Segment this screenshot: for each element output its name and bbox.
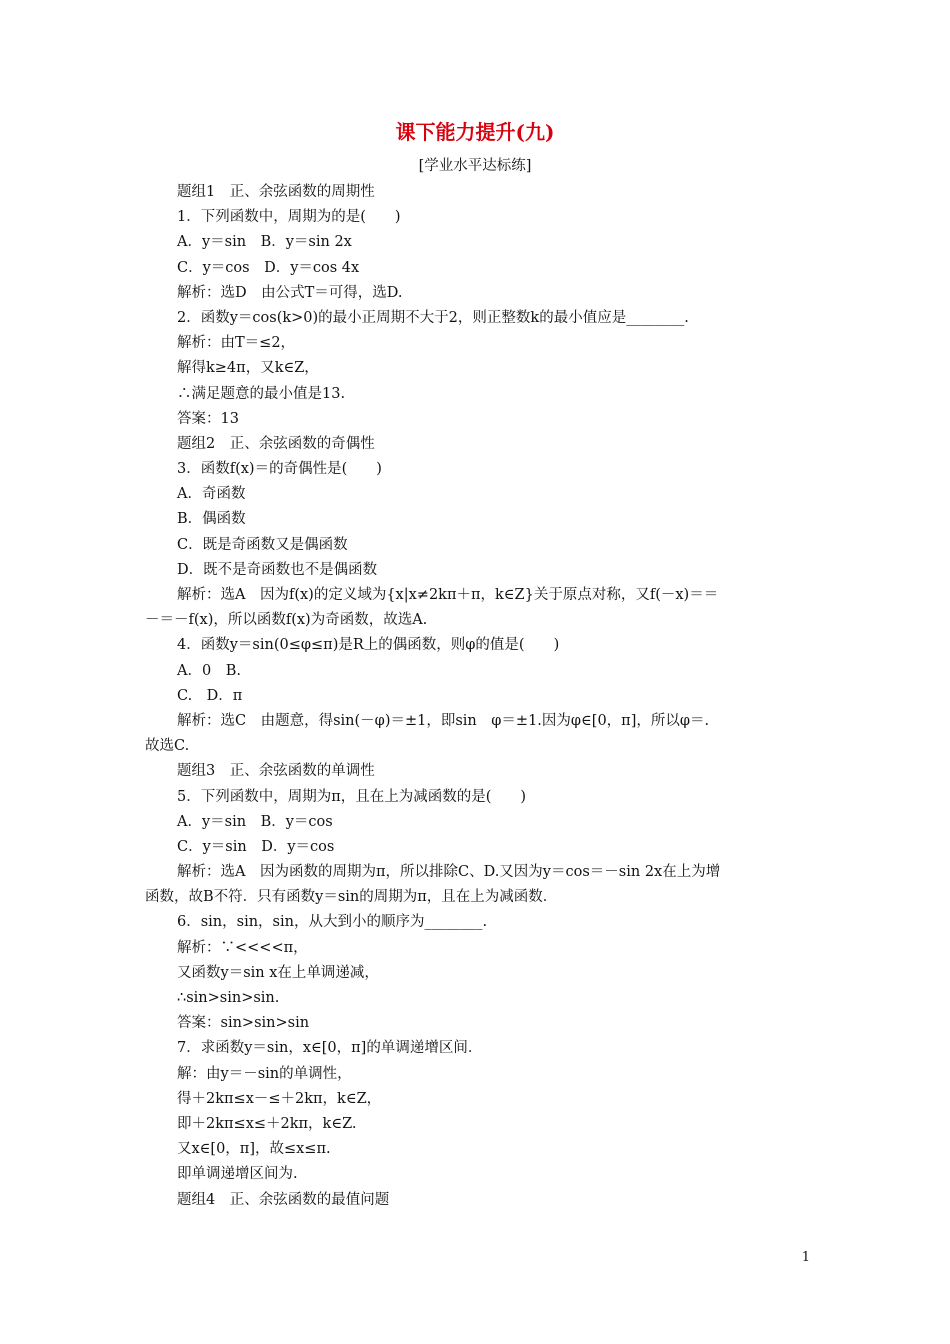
text-line: 解析：∵<<<<π， xyxy=(177,939,308,956)
section-subtitle: [学业水平达标练] xyxy=(418,158,532,174)
text-line: 解析：选A 因为函数的周期为π，所以排除C、D.又因为y＝cos＝－sin 2x在上为增 xyxy=(177,864,721,881)
text-line: 5．下列函数中，周期为π，且在上为减函数的是( ) xyxy=(177,788,527,805)
page-number: 1 xyxy=(801,1250,810,1265)
text-line: 得＋2kπ≤x－≤＋2kπ，k∈Z， xyxy=(177,1090,382,1107)
text-line: 4．函数y＝sin(0≤φ≤π)是R上的偶函数，则φ的值是( ) xyxy=(177,637,560,654)
text-line: 即单调递增区间为. xyxy=(177,1166,298,1183)
text-line: 解析：选A 因为f(x)的定义域为{x|x≠2kπ＋π，k∈Z}关于原点对称，又f(－x)＝＝ xyxy=(177,587,719,603)
text-line: C. D．π xyxy=(177,687,243,704)
text-line: C．既是奇函数又是偶函数 xyxy=(177,536,348,553)
text-line: A．奇函数 xyxy=(177,486,246,503)
text-line: 答案：sin>sin>sin xyxy=(177,1015,310,1032)
text-line: 题组3 正、余弦函数的单调性 xyxy=(177,763,375,780)
text-line: C．y＝cos D．y＝cos 4x xyxy=(177,259,360,276)
text-line: ∴满足题意的最小值是13. xyxy=(177,385,346,402)
text-line: 1．下列函数中，周期为的是( ) xyxy=(177,209,401,226)
text-line: 解得k≥4π，又k∈Z， xyxy=(177,360,319,377)
text-line: 3．函数f(x)＝的奇偶性是( ) xyxy=(177,461,382,478)
text-line: 解析：选C 由题意，得sin(－φ)＝±1，即sin φ＝±1.因为φ∈[0，π]，所以φ＝. xyxy=(177,712,710,729)
text-line: 2．函数y＝cos(k>0)的最小正周期不大于2，则正整数k的最小值应是________. xyxy=(177,309,689,326)
text-line: 函数，故B不符．只有函数y＝sin的周期为π，且在上为减函数． xyxy=(145,889,558,906)
text-line: 6．sin，sin，sin，从大到小的顺序为________. xyxy=(177,914,488,931)
text-line: ∴sin>sin>sin. xyxy=(177,990,280,1006)
text-line: C．y＝sin D．y＝cos xyxy=(177,838,335,855)
text-line: 解：由y＝－sin的单调性， xyxy=(177,1065,352,1082)
text-line: 题组2 正、余弦函数的奇偶性 xyxy=(177,435,375,452)
text-line: 题组1 正、余弦函数的周期性 xyxy=(177,184,375,200)
text-line: A．y＝sin B．y＝cos xyxy=(177,813,333,830)
text-line: 7．求函数y＝sin，x∈[0，π]的单调递增区间． xyxy=(177,1040,483,1057)
text-line: B．偶函数 xyxy=(177,511,246,528)
text-line: 即＋2kπ≤x≤＋2kπ，k∈Z. xyxy=(177,1115,357,1132)
text-line: 又函数y＝sin x在上单调递减， xyxy=(177,964,379,981)
text-line: A．y＝sin B．y＝sin 2x xyxy=(177,234,352,251)
text-line: A．0 B. xyxy=(177,662,241,679)
page-title: 课下能力提升(九) xyxy=(395,120,555,144)
text-line: 答案：13 xyxy=(177,410,239,427)
text-line: －＝－f(x)，所以函数f(x)为奇函数，故选A. xyxy=(145,612,428,629)
text-line: 又x∈[0，π]，故≤x≤π. xyxy=(177,1141,331,1158)
text-line: 故选C. xyxy=(145,738,190,755)
text-line: 题组4 正、余弦函数的最值问题 xyxy=(177,1191,390,1208)
text-line: 解析：选D 由公式T＝可得，选D. xyxy=(177,284,403,301)
document-body xyxy=(145,180,810,1213)
text-line: 解析：由T＝≤2， xyxy=(177,335,296,352)
text-line: D．既不是奇函数也不是偶函数 xyxy=(177,561,378,578)
